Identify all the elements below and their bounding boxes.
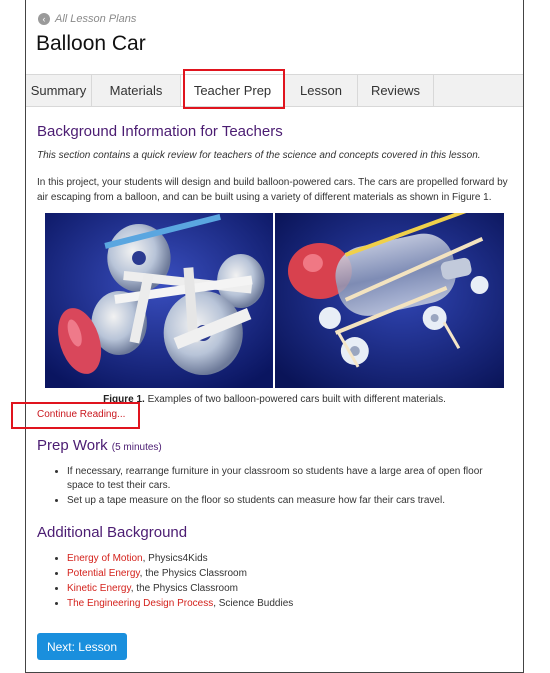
list-item: • Set up a tape measure on the floor so students can measure how far their cars travel. — [67, 494, 507, 508]
next-lesson-button[interactable]: Next: Lesson — [37, 633, 127, 660]
figure-1-image — [45, 213, 504, 388]
figure-label: Figure 1. — [103, 394, 145, 405]
list-item-source: , the Physics Classroom — [139, 568, 247, 579]
prep-work-heading — [37, 437, 162, 454]
background-paragraph: In this project, your students will design and build balloon-powered cars. The cars are propelled forward by air escaping from a balloon, and can be built using a variety of different materials as shown in Figure 1. — [37, 177, 508, 203]
background-heading: Background Information for Teachers — [37, 123, 283, 140]
list-item-source: , the Physics Classroom — [130, 583, 239, 594]
tab-lesson[interactable]: Lesson — [285, 75, 358, 106]
list-item-source: , Physics4Kids — [142, 553, 208, 564]
tab-summary[interactable]: Summary — [26, 75, 92, 106]
energy-of-motion-link[interactable]: Energy of Motion — [67, 553, 143, 564]
all-lesson-plans-link[interactable] — [38, 13, 136, 25]
cd-balloon-car-photo — [45, 213, 275, 388]
prep-work-title: Prep Work — [37, 437, 108, 454]
list-item — [67, 581, 507, 596]
list-item: • If necessary, rearrange furniture in your classroom so students have a large area of open floor space to test their cars. — [67, 465, 507, 493]
bottle-balloon-car-photo — [275, 213, 505, 388]
tab-bar — [26, 74, 523, 107]
additional-background-list — [37, 551, 507, 611]
figure-caption-text: Examples of two balloon-powered cars built with different materials. — [144, 394, 446, 405]
tab-materials[interactable]: Materials — [92, 75, 181, 106]
engineering-design-process-link[interactable]: The Engineering Design Process — [67, 598, 214, 609]
kinetic-energy-link[interactable]: Kinetic Energy — [67, 583, 131, 594]
prep-work-duration: (5 minutes) — [111, 442, 162, 453]
figure-caption — [45, 394, 504, 405]
list-item — [67, 566, 507, 581]
list-item — [67, 596, 507, 611]
page-title: Balloon Car — [36, 32, 146, 55]
back-link-label: All Lesson Plans — [55, 13, 137, 25]
prep-work-list — [37, 465, 507, 509]
additional-background-heading: Additional Background — [37, 524, 188, 541]
list-item — [67, 551, 507, 566]
list-item-source: , Science Buddies — [213, 598, 294, 609]
potential-energy-link[interactable]: Potential Energy — [67, 568, 140, 579]
continue-reading-link[interactable]: Continue Reading... — [37, 409, 126, 420]
tab-reviews[interactable]: Reviews — [358, 75, 434, 106]
chevron-left-icon: ‹ — [38, 13, 50, 25]
background-intro: This section contains a quick review for teachers of the science and concepts covered in this lesson. — [37, 150, 481, 161]
tab-teacher-prep[interactable]: Teacher Prep — [181, 75, 285, 106]
